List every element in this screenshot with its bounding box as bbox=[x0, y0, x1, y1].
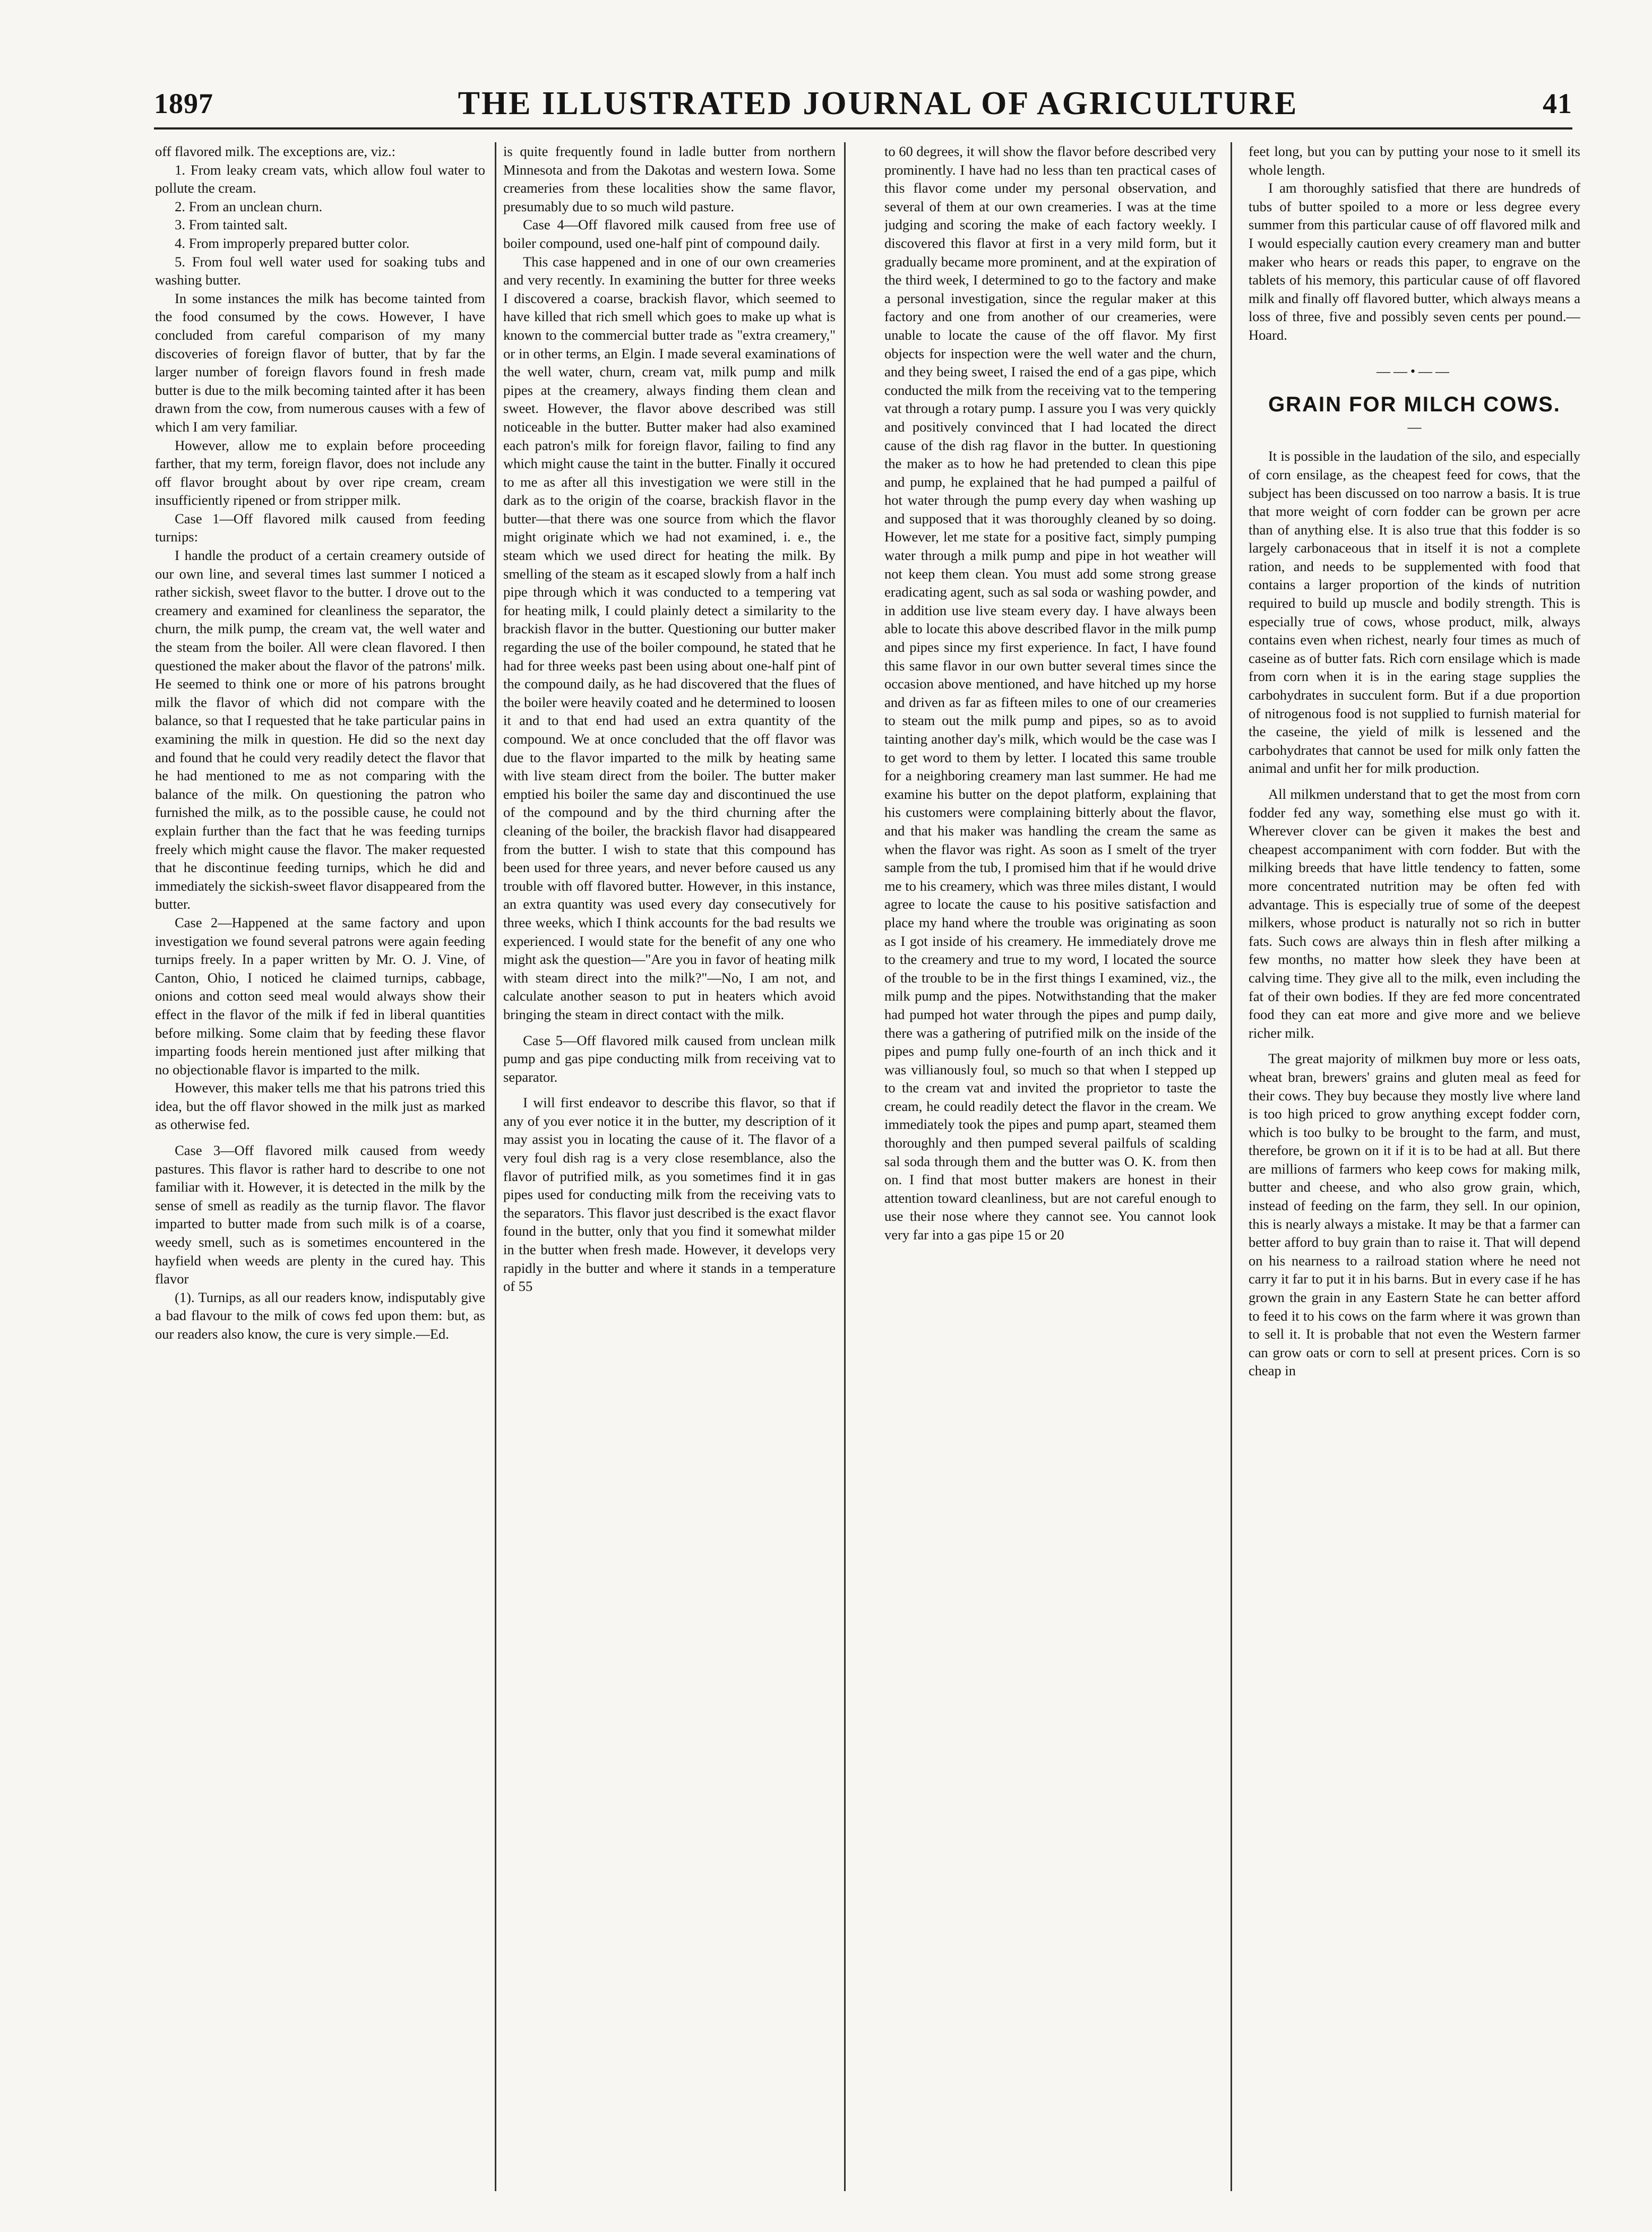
section-heading: GRAIN FOR MILCH COWS. bbox=[1268, 393, 1561, 417]
column-1 bbox=[155, 142, 485, 2191]
article-paragraph: Case 3—Off flavored milk caused from weedy pastures. This flavor is rather hard to describe to one not familiar with it. However, it is detected in the milk by the sense of smell as readily as the turnip flavor. The flavor imparted to butter made from such milk is of a coarse, weedy smell, such as is sometimes encountered in the hayfield when weeds are plenty in the cured hay. This flavor bbox=[155, 1142, 485, 1287]
article-paragraph: to 60 degrees, it will show the flavor before described very prominently. I have had no less than ten practical cases of this flavor come under my personal observation, and several of them at our own creameries. I was at the time judging and scoring the make of each factory weekly. I discovered this flavor at first in a very mild form, but it gradually became more prominent, and at the expiration of the third week, I determined to go to the factory and make a personal investigation, since the regular maker at this factory and one from another of our creameries, were unable to locate the cause of the off flavor. My first objects for inspection were the well water and the churn, and they being sweet, I raised the end of a gas pipe, which conducted the milk from the receiving vat to the tempering vat through a rotary pump. I assure you I was very quickly and positively convinced that I had located the direct cause of the dish rag flavor in the butter. In questioning the maker as to how he had pretended to clean this pipe and pump, he explained that he had pumped a pailful of hot water through the pump every day when washing up and supposed that it was thoroughly cleaned by so doing. However, let me state for a positive fact, simply pumping water through a milk pump and pipe in hot weather will not keep them clean. You must add some strong grease eradicating agent, such as sal soda or washing powder, and in addition use live steam every day. I have always been able to locate this above described flavor in the milk pump and pipes since my first experience. In fact, I have found this same flavor in our own butter several times since the occasion above mentioned, and have hitched up my horse and driven as far as fifteen miles to one of our creameries to steam out the milk pump and pipes, so as to avoid tainting another day's milk, which would be the case was I to get word to them by letter. I located this same trouble for a neighboring creamery man last summer. He had me examine his butter on the depot platform, explaining that his customers were complaining bitterly about the flavor, and that his maker was handling the cream the same as when the flavor was right. As soon as I smelt of the tryer sample from the tub, I promised him that if he would drive me to his creamery, which was three miles distant, I would agree to locate the cause to his positive satisfaction and place my hand where the trouble was originating as soon as I got inside of his creamery. He immediately drove me to the creamery and true to my word, I located the source of the trouble to be in the first things I examined, viz., the milk pump and the pipes. Notwithstanding that the maker had pumped hot water through the pipes and pump daily, there was a gathering of putrified milk on the inside of the pipes and pump fully one-fourth of an inch thick and it was villianously foul, so much so that when I stepped up to the cream vat and invited the proprietor to taste the cream, he could readily detect the flavor in the cream. We immediately took the pipes and pump apart, steamed them thoroughly and then pumped several pailfuls of scalding sal soda through them and the butter was O. K. from then on. I find that most butter makers are honest in their attention toward cleanliness, but are not careful enough to use their nose where they cannot see. You cannot look very far into a gas pipe 15 or 20 bbox=[884, 143, 1216, 1243]
column-3 bbox=[884, 142, 1216, 2191]
page-number: 41 bbox=[1543, 88, 1572, 119]
editor-footnote: (1). Turnips, as all our readers know, indisputably give a bad flavour to the milk of cows fed upon them: but, as our readers also know, the cure is very simple.—Ed. bbox=[155, 1289, 485, 1342]
article-paragraph: This case happened and in one of our own creameries and very recently. In examining the butter for three weeks I discovered a coarse, brackish flavor, which seemed to have killed that rich smell which goes to make up what is known to the commercial butter trade as "extra creamery," or in other terms, an Elgin. I made several examinations of the well water, churn, cream vat, milk pump and milk pipes at the creamery, always finding them clean and sweet. However, the flavor above described was still noticeable in the butter. Butter maker had also examined each patron's milk for foreign flavor, failing to find any which might cause the taint in the butter. Finally it occured to me as after all this investigation we were still in the dark as to the origin of the coarse, brackish flavor in the butter—that there was one source from which the flavor might originate which we had not examined, i. e., the steam which we used direct for heating the milk. By smelling of the steam as it escaped slowly from a half inch pipe through which it was conducted to a tempering vat for heating milk, I could plainly detect a similarity to the brackish flavor in the butter. Questioning our butter maker regarding the use of the boiler compound, he stated that he had for three weeks past been using about one-half pint of the compound daily, as he had discovered that the flues of the boiler were heavily coated and he determined to loosen it and to that end had used an extra quantity of the compound. We at once concluded that the off flavor was due to the flavor imparted to the milk by heating same with live steam direct from the boiler. The butter maker emptied his boiler the same day and discontinued the use of the compound and by the third churning after the cleaning of the boiler, the brackish flavor had disappeared from the butter. I wish to state that this compound has been used for three years, and never before caused us any trouble with off flavored butter. However, in this instance, an extra quantity was used every day consecutively for three weeks, which I think accounts for the bad results we experienced. I would state for the benefit of any one who might ask the question—"Are you in favor of heating milk with steam direct into the milk?"—No, I am not, and calculate another season to put in heaters which avoid bringing the steam in direct contact with the milk. bbox=[503, 253, 836, 1022]
page-header bbox=[154, 80, 1572, 130]
section-divider: ——•—— bbox=[1376, 363, 1453, 379]
list-item: 4. From improperly prepared butter color. bbox=[175, 235, 410, 251]
list-item: 5. From foul well water used for soaking tubs and washing butter. bbox=[155, 253, 485, 288]
list-item: 2. From an unclean churn. bbox=[175, 198, 323, 214]
article-paragraph: However, this maker tells me that his patrons tried this idea, but the off flavor showed in the milk just as marked as otherwise fed. bbox=[155, 1080, 485, 1133]
column-rule bbox=[495, 142, 496, 2191]
journal-title: THE ILLUSTRATED JOURNAL OF AGRICULTURE bbox=[458, 85, 1298, 122]
list-item: 3. From tainted salt. bbox=[175, 217, 288, 233]
article-paragraph: off flavored milk. The exceptions are, viz.: bbox=[155, 143, 396, 159]
list-item: 1. From leaky cream vats, which allow foul water to pollute the cream. bbox=[155, 161, 485, 196]
column-rule bbox=[1231, 142, 1232, 2191]
column-4 bbox=[1249, 142, 1580, 2191]
article-paragraph: I will first endeavor to describe this flavor, so that if any of you ever notice it in the butter, my description of it may assist you in locating the cause of it. The flavor of a very foul dish rag is a very close resemblance, also the flavor of putrified milk, as you sometimes find it in gas pipes used for conducting milk from the receiving vats to the separators. This flavor just described is the exact flavor found in the butter, only that you find it somewhat milder in the butter when fresh made. However, it develops very rapidly in the butter and where it stands in a temperature of 55 bbox=[503, 1095, 836, 1295]
issue-year: 1897 bbox=[154, 88, 213, 119]
heading-dash: — bbox=[1407, 419, 1422, 435]
article-paragraph: The great majority of milkmen buy more or less oats, wheat bran, brewers' grains and gluten meal as feed for their cows. They buy because they mostly live where land is too high priced to grow anything except fodder corn, which is too bulky to be brought to the farm, and must, therefore, be grown on it if it is to be had at all. But there are millions of farmers who keep cows for making milk, butter and cheese, and who also grow grain, which, instead of feeding on the farm, they sell. In our opinion, this is nearly always a mistake. It may be that a farmer can better afford to buy grain than to raise it. That will depend on his nearness to a railroad station where he need not carry it far to put it in his barns. But in every case if he has grown the grain in any Eastern State he can better afford to feed it to his cows on the farm where it was grown than to sell it. It is probable that not even the Western farmer can grow oats or corn to sell at present prices. Corn is so cheap in bbox=[1249, 1050, 1580, 1379]
case-heading: Case 1—Off flavored milk caused from feeding turnips: bbox=[155, 510, 485, 545]
article-paragraph: All milkmen understand that to get the most from corn fodder fed any way, something else must go with it. Wherever clover can be given it makes the best and cheapest accompaniment with corn fodder. But with the milking breeds that have little tendency to fatten, some more concentrated nutrition may be often fed with advantage. This is especially true of some of the deepest milkers, whose product is naturally not so rich in butter fats. Such cows are always thin in flesh after milking a few months, no matter how sleek they have been at calving time. They give all to the milk, even including the fat of their own bodies. If they are fed more concentrated food they can eat more and give more and we believe richer milk. bbox=[1249, 786, 1580, 1041]
column-rule bbox=[844, 142, 846, 2191]
article-paragraph: is quite frequently found in ladle butter from northern Minnesota and from the Dakotas and western Iowa. Some creameries from these localities show the same flavor, presumably due to so much wild pasture. bbox=[503, 143, 836, 214]
article-paragraph: Case 2—Happened at the same factory and upon investigation we found several patrons were again feeding turnips freely. In a paper written by Mr. O. J. Vine, of Canton, Ohio, I noticed he claimed turnips, cabbage, onions and cotton seed meal would always show their effect in the flavor of the milk if fed in liberal quantities before milking. Some claim that by feeding these flavor imparting foods herein mentioned just after milking that no objectionable flavor is imparted to the milk. bbox=[155, 914, 485, 1078]
article-paragraph: It is possible in the laudation of the silo, and especially of corn ensilage, as the cheapest feed for cows, that the subject has been discussed on too narrow a basis. It is true that more weight of corn fodder can be grown per acre than of anything else. It is also true that this fodder is so largely carbonaceous that in itself it is not a complete ration, and needs to be supplemented with food that contains a larger proportion of the kinds of nutrition required to build up muscle and bodily strength. This is especially true of cows, whose product, milk, always contains even when richest, nearly four times as much of caseine as of butter fats. Rich corn ensilage which is made from corn when it is in the earing stage supplies the carbohydrates in succulent form. But if a due proportion of nitrogenous food is not supplied to furnish material for the caseine, the yield of milk is lessened and the carbohydrates that cannot be used for milk only fatten the animal and unfit her for milk production. bbox=[1249, 448, 1580, 777]
article-paragraph: However, allow me to explain before proceeding farther, that my term, foreign flavor, does not include any off flavor brought about by over ripe cream, cream insufficiently ripened or from stripper milk. bbox=[155, 437, 485, 509]
article-paragraph: In some instances the milk has become tainted from the food consumed by the cows. However, I have concluded from careful comparison of my many discoveries of foreign flavor of butter, that by far the larger number of foreign flavors found in fresh made butter is due to the milk becoming tainted after it has been drawn from the cow, from numerous causes with a few of which I am very familiar. bbox=[155, 290, 485, 435]
article-paragraph: I handle the product of a certain creamery outside of our own line, and several times last summer I noticed a rather sickish, sweet flavor to the butter. I drove out to the creamery and examined for cleanliness the separator, the churn, the milk pump, the cream vat, the well water and the steam from the boiler. All were clean flavored. I then questioned the maker about the flavor of the patrons' milk. He seemed to think one or more of his patrons brought milk the flavor of which did not compare with the balance, so that I requested that he take particular pains in examining the milk in question. He did so the next day and found that he could very readily detect the flavor that he had mentioned to me as not comparing with the balance of the milk. On questioning the patron who furnished the milk, as to the possible cause, he could not explain further than the fact that he was feeding turnips freely which might cause the flavor. The maker requested that he discontinue feeding turnips, which he did and immediately the sickish-sweet flavor disappeared from the butter. bbox=[155, 547, 485, 912]
article-paragraph: feet long, but you can by putting your nose to it smell its whole length. bbox=[1249, 143, 1580, 178]
article-paragraph: I am thoroughly satisfied that there are hundreds of tubs of butter spoiled to a more or less degree every summer from this particular cause of off flavored milk and I would especially caution every creamery man and butter maker who hears or reads this paper, to engrave on the tablets of his memory, this particular cause of off flavored milk and finally off flavored butter, which always means a loss of three, five and possibly seven cents per pound.—Hoard. bbox=[1249, 180, 1580, 343]
column-2 bbox=[503, 142, 836, 2191]
case-heading: Case 5—Off flavored milk caused from unclean milk pump and gas pipe conducting milk from receiving vat to separator. bbox=[503, 1032, 836, 1085]
case-heading: Case 4—Off flavored milk caused from free use of boiler compound, used one-half pint of compound daily. bbox=[503, 217, 836, 251]
